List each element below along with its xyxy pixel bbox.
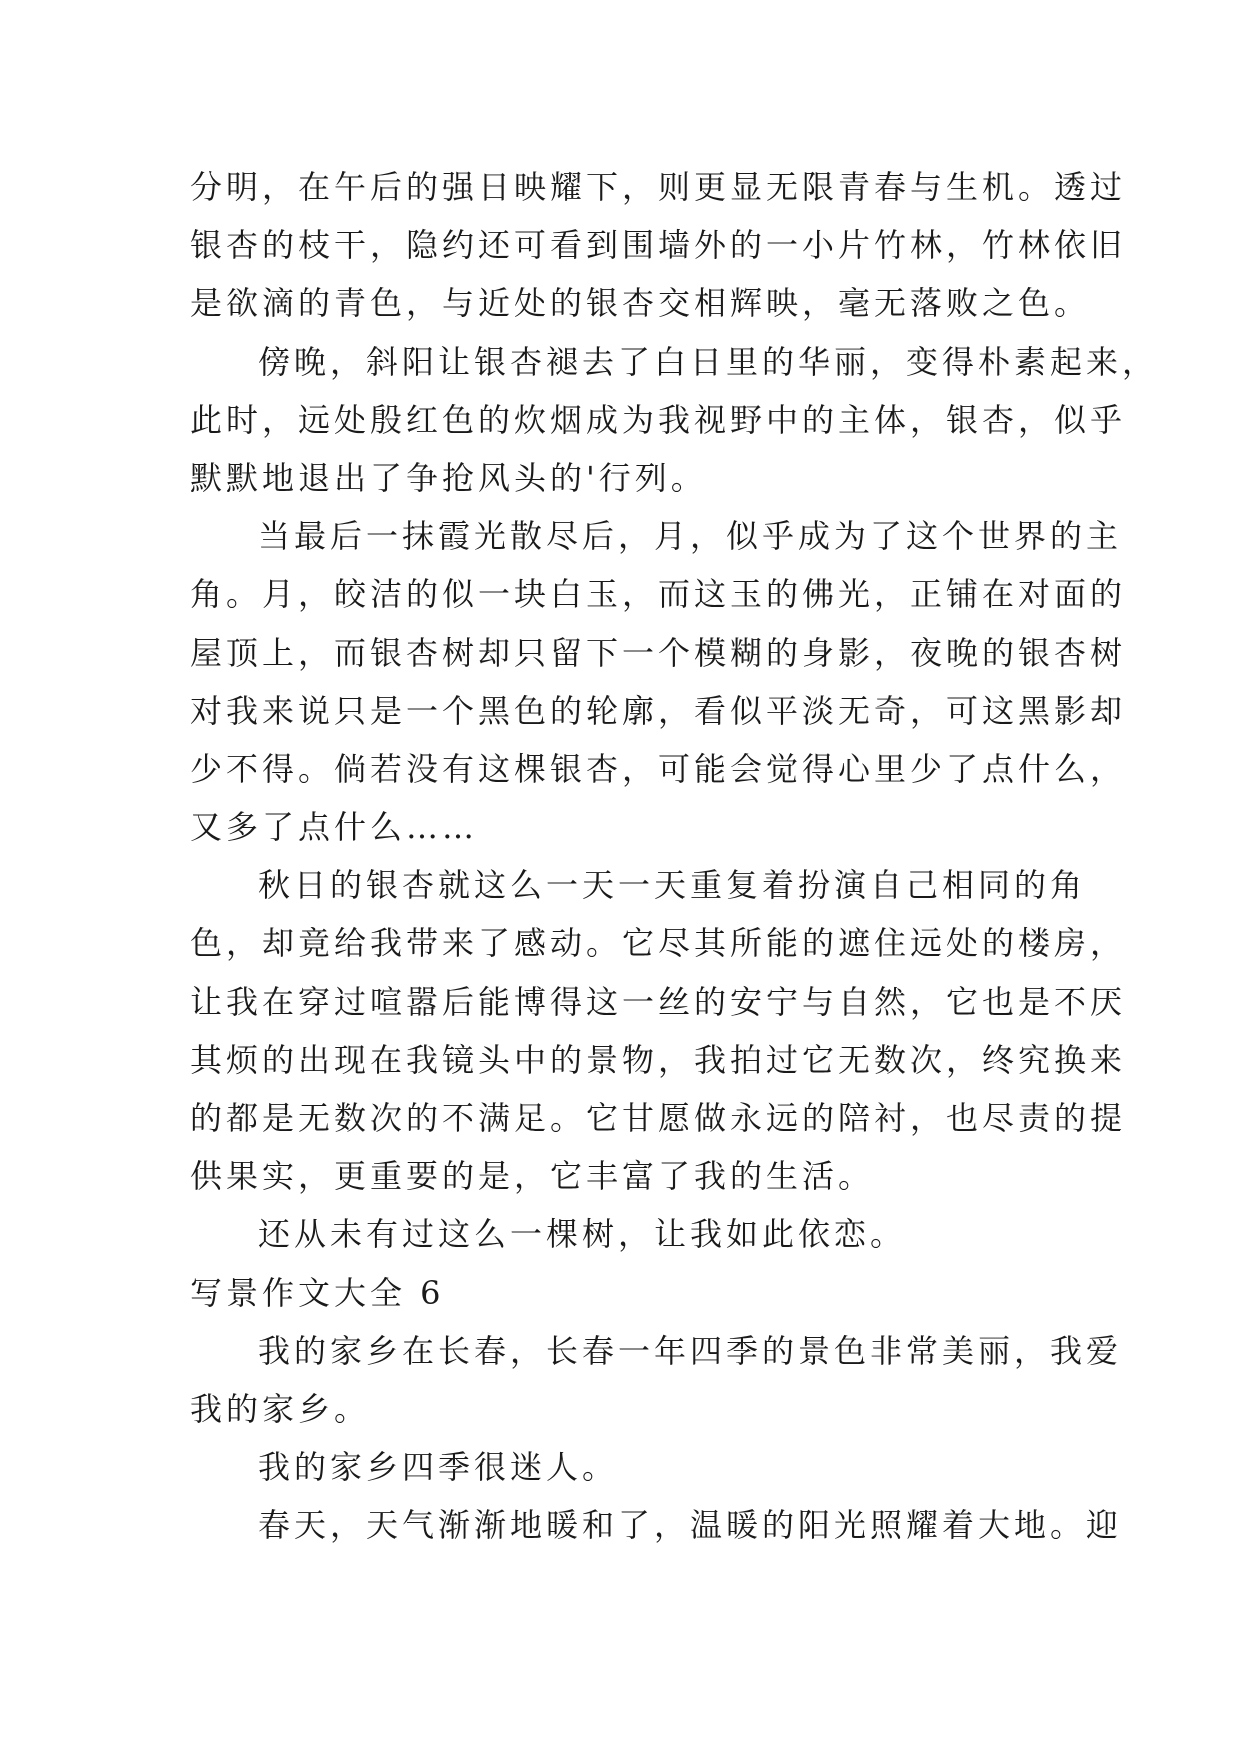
paragraph-start-line: 我的家乡在长春，长春一年四季的景色非常美丽，我爱 [258,1331,1123,1370]
text-line: 默默地退出了争抢风头的'行列。 [190,458,707,497]
paragraph-start-line: 秋日的银杏就这么一天一天重复着扮演自己相同的角 [258,866,1087,905]
text-line: 又多了点什么…… [190,808,479,847]
text-line: 我的家乡。 [190,1389,371,1428]
section-heading: 写景作文大全 6 [190,1273,445,1312]
text-line: 对我来说只是一个黑色的轮廓，看似平淡无奇，可这黑影却 [190,691,1127,730]
text-line: 色，却竟给我带来了感动。它尽其所能的遮住远处的楼房， [190,924,1127,963]
paragraph-start-line: 当最后一抹霞光散尽后，月，似乎成为了这个世界的主 [258,517,1123,556]
text-line: 角。月，皎洁的似一块白玉，而这玉的佛光，正铺在对面的 [190,575,1127,614]
text-line: 让我在穿过喧嚣后能博得这一丝的安宁与自然，它也是不厌 [190,982,1127,1021]
document-body [190,158,1159,1555]
paragraph-start-line: 春天，天气渐渐地暖和了，温暖的阳光照耀着大地。迎 [258,1506,1123,1545]
text-line: 是欲滴的青色，与近处的银杏交相辉映，毫无落败之色。 [190,284,1091,323]
paragraph-start-line: 还从未有过这么一棵树，让我如此依恋。 [258,1215,907,1254]
text-line: 的都是无数次的不满足。它甘愿做永远的陪衬，也尽责的提 [190,1099,1127,1137]
text-line: 供果实，更重要的是，它丰富了我的生活。 [190,1157,875,1196]
text-line: 少不得。倘若没有这棵银杏，可能会觉得心里少了点什么， [190,749,1127,788]
text-line: 分明，在午后的强日映耀下，则更显无限青春与生机。透过 [190,168,1127,206]
text-line: 银杏的枝干，隐约还可看到围墙外的一小片竹林，竹林依旧 [190,226,1127,265]
paragraph-start-line: 傍晚，斜阳让银杏褪去了白日里的华丽，变得朴素起来， [258,342,1159,381]
text-line: 此时，远处殷红色的炊烟成为我视野中的主体，银杏，似乎 [190,400,1127,439]
text-line: 其烦的出现在我镜头中的景物，我拍过它无数次，终究换来 [190,1040,1127,1079]
paragraph-start-line: 我的家乡四季很迷人。 [258,1448,619,1487]
text-line: 屋顶上，而银杏树却只留下一个模糊的身影，夜晚的银杏树 [190,633,1127,672]
